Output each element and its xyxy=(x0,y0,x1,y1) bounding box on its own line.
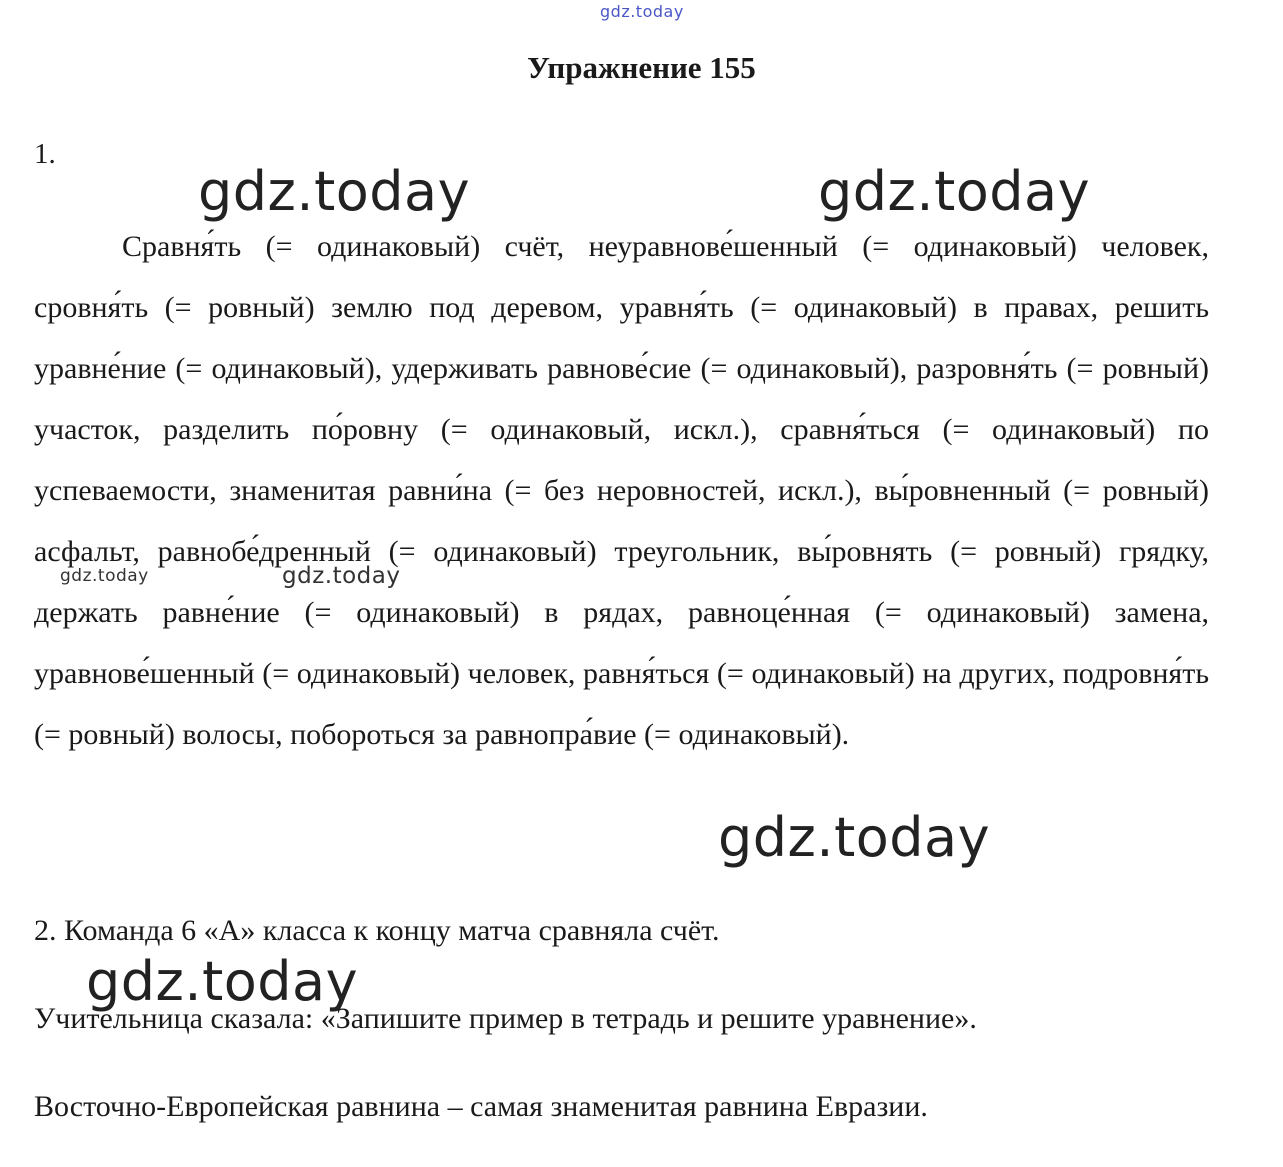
word-phrase: держать равне́ние (= одинаковый) в рядах, xyxy=(34,596,664,629)
word-phrase: сровня́ть (= ровный) землю под деревом, xyxy=(34,291,603,324)
task2-sentence-3: Восточно-Европейская равнина – самая знаменитая равнина Евразии. xyxy=(34,1090,928,1123)
task-number: 1. xyxy=(34,138,56,170)
watermark: gdz.today xyxy=(282,563,401,589)
word-phrase: подровня́ть (= ровный) волосы, xyxy=(34,657,1209,751)
word-phrase: вы́ровненный (= ровный) асфальт, xyxy=(34,474,1209,568)
word-phrase: разделить по́ровну (= одинаковый, искл.), xyxy=(163,413,758,446)
word-phrase: знаменитая равни́на (= без неровностей, искл.), xyxy=(229,474,862,507)
word-phrase: побороться за равнопра́вие (= одинаковый). xyxy=(290,718,850,751)
word-phrase: равноце́нная (= одинаковый) замена, xyxy=(687,596,1210,629)
word-phrase: равнобе́дренный (= одинаковый) треугольник, xyxy=(157,535,780,568)
watermark: gdz.today xyxy=(718,806,991,869)
word-phrase: уравнове́шенный (= одинаковый) человек, xyxy=(34,657,576,690)
task2-sentence-1: 2. Команда 6 «А» класса к концу матча сравняла счёт. xyxy=(34,914,720,947)
watermark-top: gdz.today xyxy=(600,2,684,21)
word-phrase: удерживать равнове́сие (= одинаковый), xyxy=(391,352,908,385)
word-phrase: вы́ровнять (= ровный) грядку, xyxy=(797,535,1210,568)
word-phrase: разровня́ть (= ровный) участок, xyxy=(34,352,1210,446)
word-phrase: сравня́ться (= одинаковый) по успеваемости, xyxy=(34,413,1210,507)
page-title: Упражнение 155 xyxy=(527,50,756,85)
word-phrase: равня́ться (= одинаковый) на других, xyxy=(583,657,1056,690)
task2-sentence-2: Учительница сказала: «Запишите пример в тетрадь и решите уравнение». xyxy=(34,1002,977,1035)
word-phrase: уравня́ть (= одинаковый) в правах, xyxy=(619,291,1099,324)
word-phrase: неуравнове́шенный (= одинаковый) человек, xyxy=(588,230,1210,263)
word-phrase: Сравня́ть (= одинаковый) счёт, xyxy=(122,230,565,263)
watermark: gdz.today xyxy=(86,950,359,1013)
watermark: gdz.today xyxy=(60,566,149,586)
watermark: gdz.today xyxy=(198,160,471,223)
watermark: gdz.today xyxy=(818,160,1091,223)
word-phrase: решить уравне́ние (= одинаковый), xyxy=(34,291,1210,385)
task1-paragraph xyxy=(34,216,1209,765)
